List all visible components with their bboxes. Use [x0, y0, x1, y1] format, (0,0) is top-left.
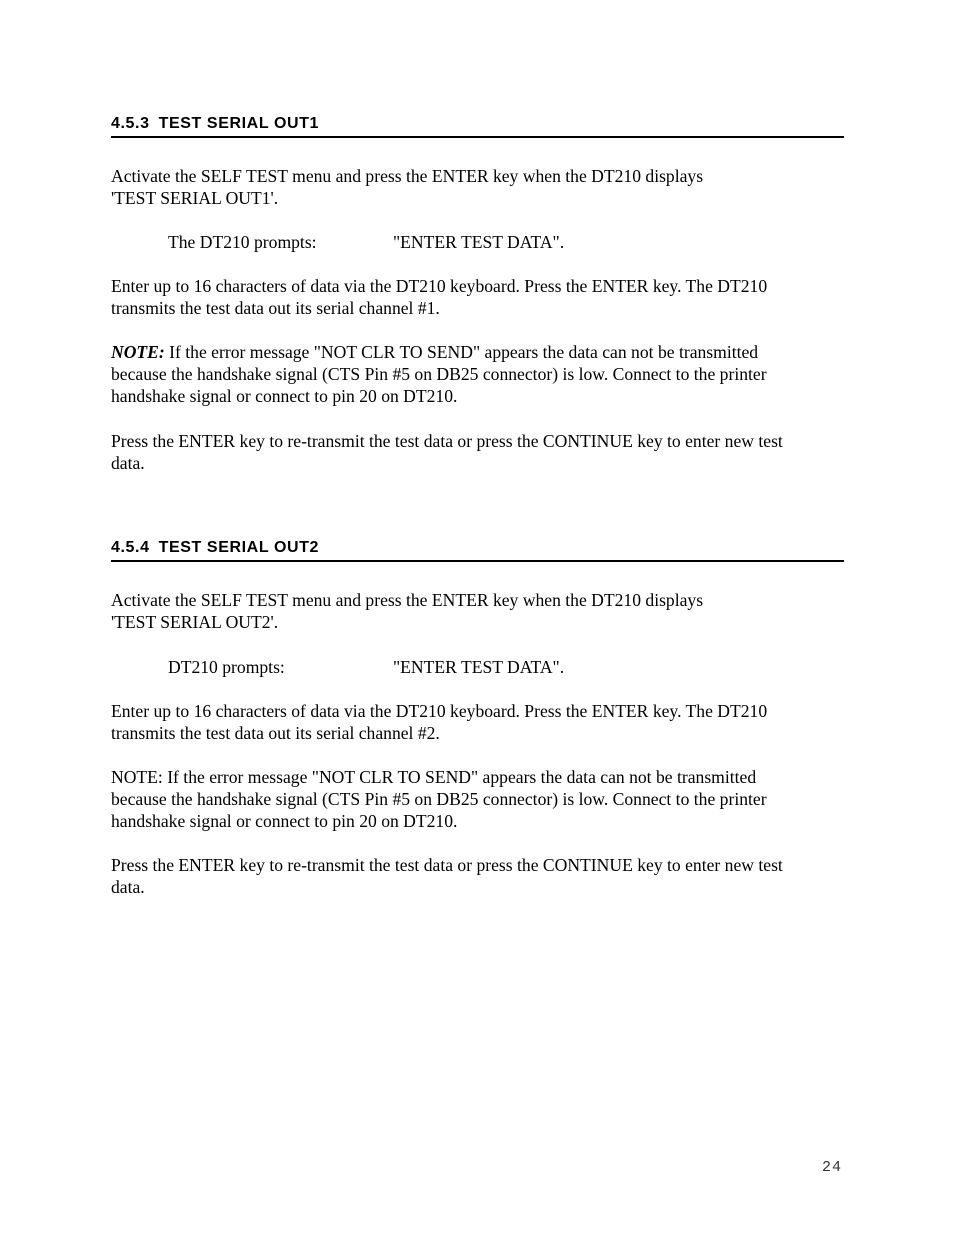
text-line: transmits the test data out its serial channel #1.	[111, 298, 440, 318]
text-line: Press the ENTER key to re-transmit the test data or press the CONTINUE key to enter new test	[111, 431, 783, 451]
prompt-value: "ENTER TEST DATA".	[393, 657, 565, 677]
section-title: TEST SERIAL OUT1	[158, 115, 320, 132]
section-title: TEST SERIAL OUT2	[158, 539, 320, 556]
text-line: handshake signal or connect to pin 20 on DT210.	[111, 386, 458, 406]
prompt-line-out2	[168, 656, 565, 678]
text-line: Activate the SELF TEST menu and press the ENTER key when the DT210 displays	[111, 590, 704, 610]
text-line: Enter up to 16 characters of data via the DT210 keyboard. Press the ENTER key. The DT210	[111, 701, 768, 721]
note-label: NOTE:	[111, 342, 165, 362]
section-heading-4-5-3	[111, 114, 844, 138]
retransmit-paragraph-out1	[111, 430, 844, 474]
text-line: because the handshake signal (CTS Pin #5 on DB25 connector) is low. Connect to the printer	[111, 364, 767, 384]
note-paragraph-out1	[111, 341, 844, 407]
text-line	[111, 341, 844, 363]
retransmit-paragraph-out2	[111, 854, 844, 898]
text-line: handshake signal or connect to pin 20 on DT210.	[111, 811, 458, 831]
entry-paragraph-out1	[111, 275, 844, 319]
text-line: 'TEST SERIAL OUT1'.	[111, 188, 279, 208]
prompt-label: The DT210 prompts:	[168, 232, 317, 252]
section-number: 4.5.3	[111, 115, 150, 132]
note-paragraph-out2	[111, 766, 844, 832]
text-line: Activate the SELF TEST menu and press the ENTER key when the DT210 displays	[111, 166, 704, 186]
prompt-label: DT210 prompts:	[168, 657, 285, 677]
text-line: transmits the test data out its serial channel #2.	[111, 723, 440, 743]
intro-paragraph-out1	[111, 165, 844, 209]
section-heading-4-5-4	[111, 538, 844, 562]
page-number: 24	[821, 1159, 842, 1176]
section-number: 4.5.4	[111, 539, 150, 556]
text-line: Press the ENTER key to re-transmit the test data or press the CONTINUE key to enter new test	[111, 855, 783, 875]
intro-paragraph-out2	[111, 589, 844, 633]
prompt-value: "ENTER TEST DATA".	[393, 232, 565, 252]
text-line: Enter up to 16 characters of data via the DT210 keyboard. Press the ENTER key. The DT210	[111, 276, 768, 296]
entry-paragraph-out2	[111, 700, 844, 744]
prompt-line-out1	[168, 231, 565, 253]
text-line: 'TEST SERIAL OUT2'.	[111, 612, 279, 632]
text-line: data.	[111, 453, 145, 473]
text-line: because the handshake signal (CTS Pin #5 on DB25 connector) is low. Connect to the printer	[111, 789, 767, 809]
text-line: data.	[111, 877, 145, 897]
text-line: NOTE: If the error message "NOT CLR TO SEND" appears the data can not be transmitted	[111, 767, 757, 787]
note-text: If the error message "NOT CLR TO SEND" appears the data can not be transmitted	[164, 342, 759, 362]
